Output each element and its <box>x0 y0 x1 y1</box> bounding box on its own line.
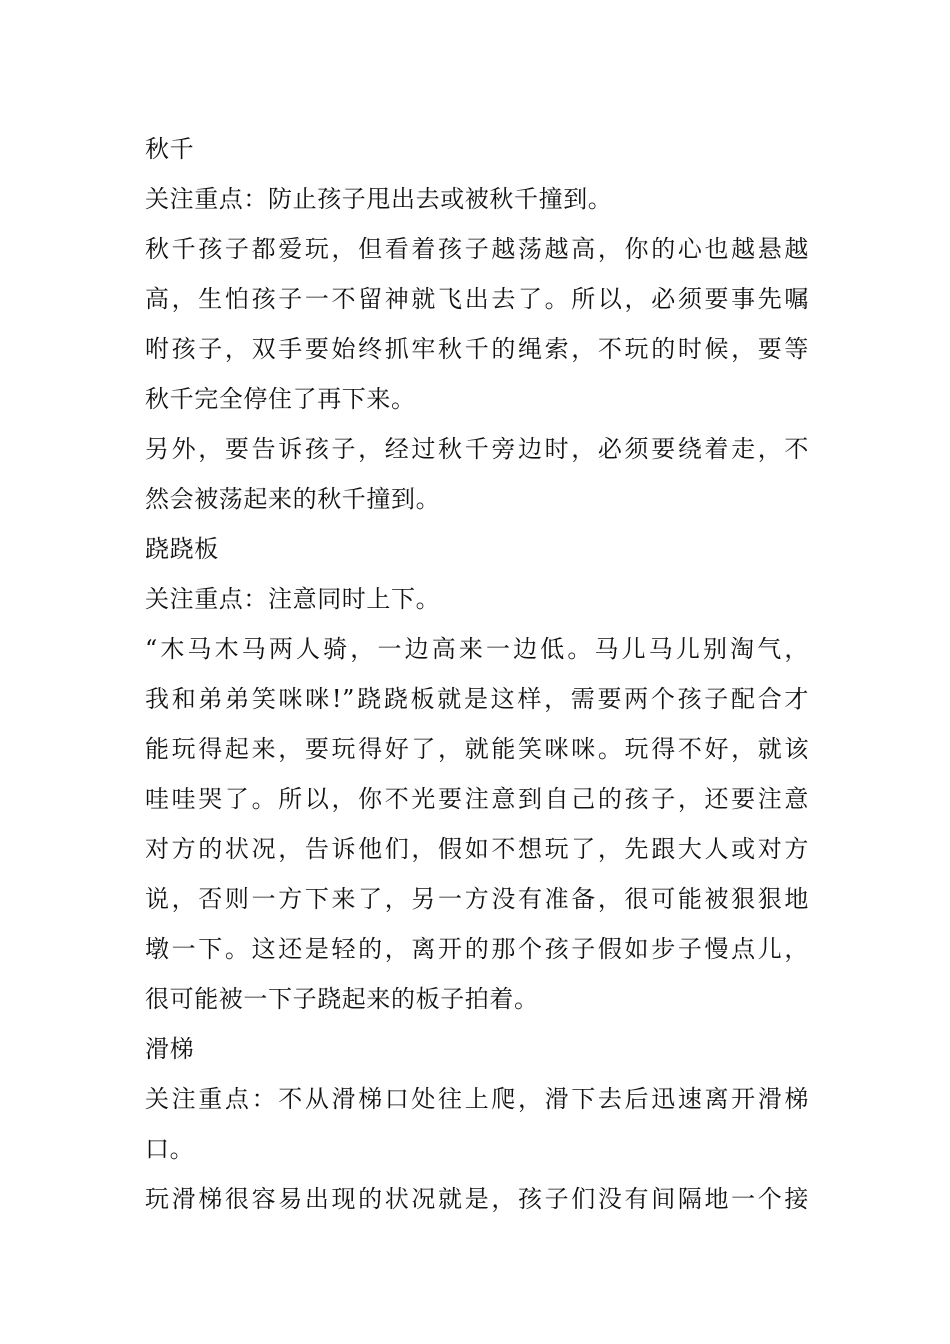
swing-paragraph-line: 秋千孩子都爱玩，但看着孩子越荡越高，你的心也越悬越 <box>145 235 809 263</box>
seesaw-paragraph-line: 能玩得起来，要玩得好了，就能笑咪咪。玩得不好，就该 <box>145 735 809 763</box>
section-heading-swing: 秋千 <box>145 135 195 163</box>
slide-paragraph-line: 玩滑梯很容易出现的状况就是，孩子们没有间隔地一个接 <box>145 1185 809 1213</box>
swing-focus-point: 关注重点：防止孩子甩出去或被秋千撞到。 <box>145 185 613 213</box>
slide-focus-point: 口。 <box>145 1135 195 1163</box>
swing-paragraph-line: 咐孩子，双手要始终抓牢秋千的绳索，不玩的时候，要等 <box>145 335 809 363</box>
swing-paragraph-line: 高，生怕孩子一不留神就飞出去了。所以，必须要事先嘱 <box>145 285 809 313</box>
swing-paragraph-line: 另外，要告诉孩子，经过秋千旁边时，必须要绕着走，不 <box>145 435 809 463</box>
seesaw-paragraph-line: 我和弟弟笑咪咪!”跷跷板就是这样，需要两个孩子配合才 <box>145 685 809 713</box>
document-page <box>145 124 809 1224</box>
swing-paragraph-line: 秋千完全停住了再下来。 <box>145 385 416 413</box>
seesaw-paragraph-line: 对方的状况，告诉他们，假如不想玩了，先跟大人或对方 <box>145 835 809 863</box>
section-heading-seesaw: 跷跷板 <box>145 535 219 563</box>
seesaw-paragraph-line: “木马木马两人骑，一边高来一边低。马儿马儿别淘气， <box>145 635 809 663</box>
seesaw-paragraph-line: 说，否则一方下来了，另一方没有准备，很可能被狠狠地 <box>145 885 809 913</box>
seesaw-paragraph-line: 哇哇哭了。所以，你不光要注意到自己的孩子，还要注意 <box>145 785 809 813</box>
slide-focus-point: 关注重点：不从滑梯口处往上爬，滑下去后迅速离开滑梯 <box>145 1085 809 1113</box>
seesaw-paragraph-line: 很可能被一下子跷起来的板子拍着。 <box>145 985 539 1013</box>
swing-paragraph-line: 然会被荡起来的秋千撞到。 <box>145 485 441 513</box>
seesaw-focus-point: 关注重点：注意同时上下。 <box>145 585 441 613</box>
section-heading-slide: 滑梯 <box>145 1035 195 1063</box>
seesaw-paragraph-line: 墩一下。这还是轻的，离开的那个孩子假如步子慢点儿， <box>145 935 809 963</box>
